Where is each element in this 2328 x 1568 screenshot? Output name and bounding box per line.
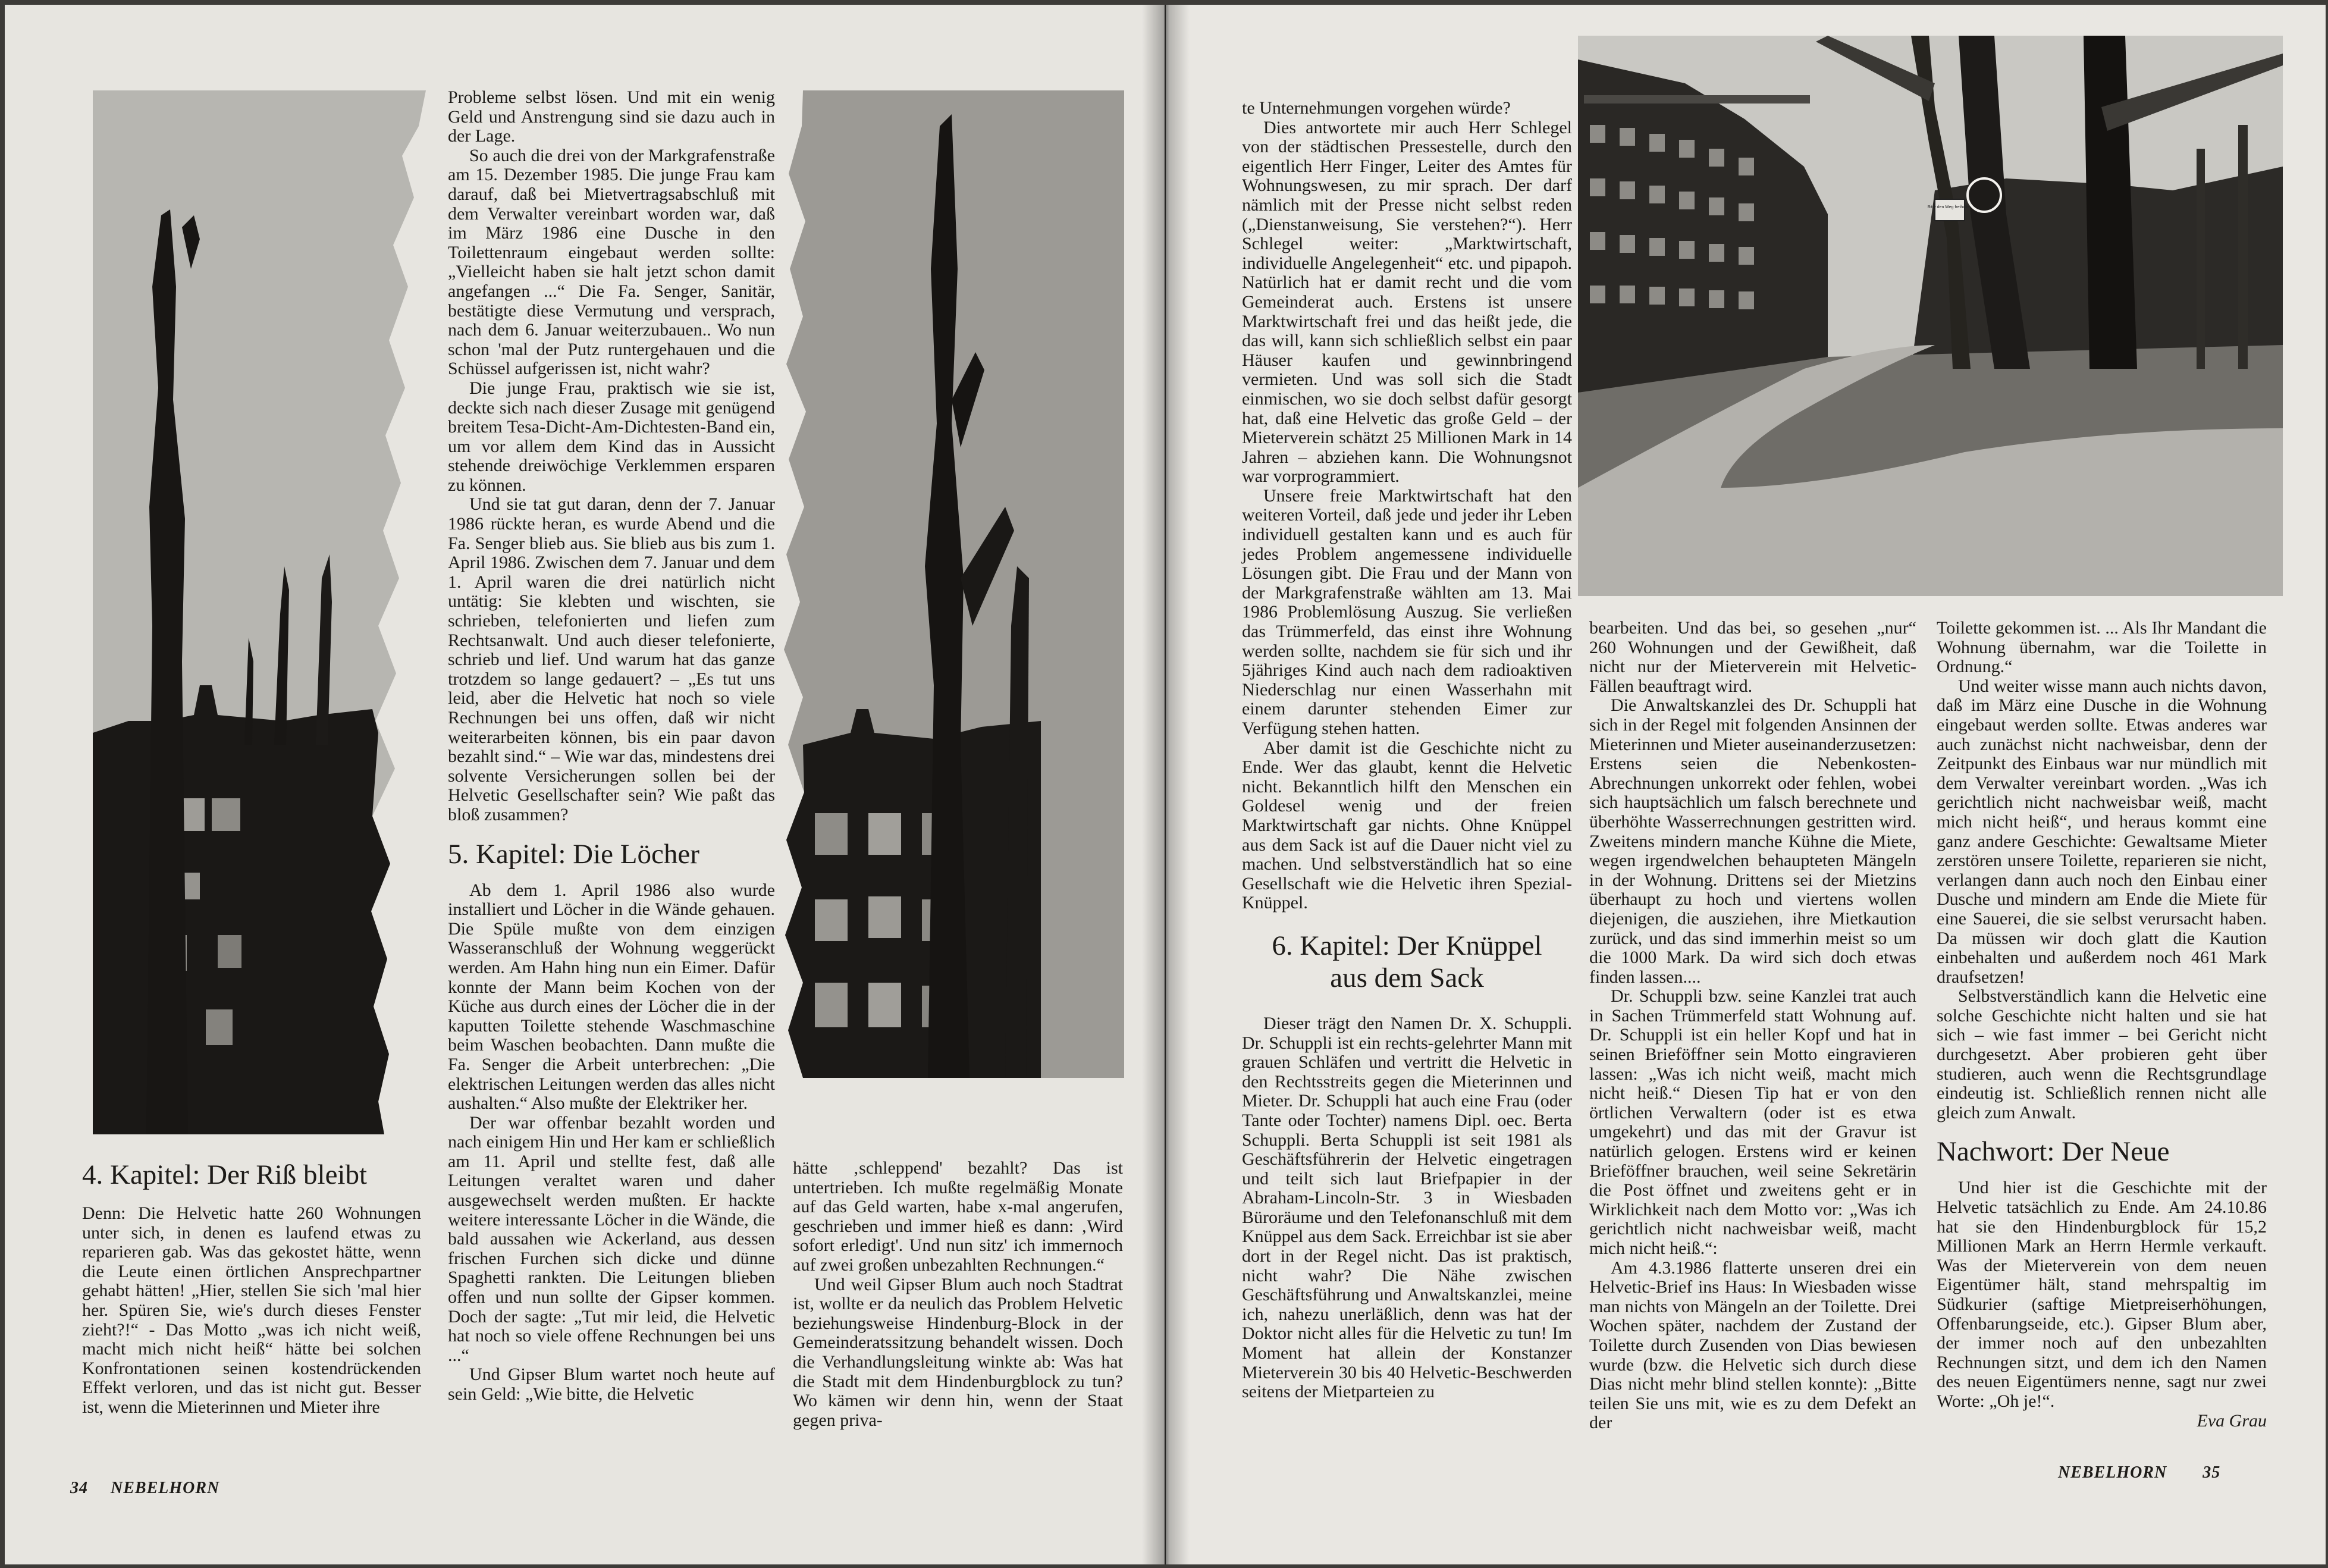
paragraph: Dr. Schuppli bzw. seine Kanzlei trat auch in Sachen Trümmerfeld statt Wohnung auf. Dr. Schuppli ist ein heller Kopf und hat in seinen Brieföffner sein Motto eingravieren lassen: „Was ich nicht weiß, macht mich nicht heiß.“ Diesen Tip hat er von den örtlichen Verwaltern (oder ist es etwa umgekehrt) und das mit der Gravur ist natürlich gelogen. Erstens wird er keinen Brieföffner brauchen, weil seine Sekretärin die Post öffnet und zweitens geht er in Wirklichkeit nach dem Motto vor: „Was ich gerichtlich nicht nachweisbar weiß, macht mich nicht heiß.“: [1589,986,1916,1258]
chapter-5-heading: 5. Kapitel: Die Löcher [448,838,699,870]
right-col1 [1242,99,1572,1402]
sign-text: Bitte den Weg freihalten [1927,205,1972,209]
chapter-6-heading: 6. Kapitel: Der Knüppel aus dem Sack [1272,930,1542,993]
paragraph: Und weil Gipser Blum auch noch Stadtrat ist, wollte er da neulich das Problem Helvetic beziehungsweise Hindenburg-Block in der Gemeinderatssitzung behandelt wissen. Doch die Verhandlungsleitung winkte ab: Was hat die Stadt mit dem Hindenburgblock zu tun? Wo kämen wir denn hin, wenn der Staat gegen priva- [793,1274,1123,1430]
paragraph: Und weiter wisse mann auch nichts davon, daß im März eine Dusche in die Wohnung eingebaut werden sollte. Etwas anderes war auch zunächst nicht nachweisbar, denn der Zeitpunkt des Einbaus war nur mündlich mit dem Verwalter vereinbart worden. „Was ich gerichtlich nicht nachweisbar weiß, macht mich nicht heiß“, und heraus kommt eine ganz andere Geschichte: Gewaltsame Mieter zerstören unsere Toilette, reparieren sie nicht, verlangen dann auch noch den Einbau einer Dusche und mindern am Ende die Miete für eine Sauerei, die sie selbst verursacht haben. Da müssen wir doch glatt die Kaution einbehalten und außerdem noch 461 Mark draufsetzen! [1937,676,2267,987]
photo-pruned-tree-block [779,90,1124,1078]
left-col2 [448,88,775,1404]
paragraph: Aber damit ist die Geschichte nicht zu Ende. Wer das glaubt, kennt die Helvetic nicht. Bekanntlich hilft den Menschen ein Goldesel wenig und der freien Marktwirtschaft gar nichts. Ohne Knüppel aus dem Sack ist auf die Dauer nicht viel zu machen. Und selbstverständlich hat so eine Gesellschaft wie die Helvetic ihren Spezial-Knüppel. [1242,738,1572,913]
left-page [5,5,1165,1564]
left-folio [70,1479,219,1498]
paragraph: Und sie tat gut daran, denn der 7. Januar 1986 rückte heran, es wurde Abend und die Fa. Senger blieb aus. Sie blieb aus bis zum 1. April 1986. Zwischen dem 7. Januar und dem 1. April waren die drei natürlich nicht untätig: Sie klebten und wischten, sie schrieben, telefonierten und liefen zum Rechtsanwalt. Und auch dieser telefonierte, schrieb und lief. Und warum hat das ganze trotzdem so lange gedauert? – „Es tut uns leid, aber die Helvetic hat noch so viele Rechnungen bei uns offen, daß wir nicht weiterarbeiten können, bis ein paar davon bezahlt sind.“ – Wie war das, mindestens drei solvente Versicherungen sollen bei der Helvetic Gesellschafter sein? Wie paßt das bloß zusammen? [448,494,775,824]
paragraph: Am 4.3.1986 flatterte unseren drei ein Helvetic-Brief ins Haus: In Wiesbaden wisse man nichts von Mängeln an der Toilette. Drei Wochen später, nachdem der Zustand der Toilette durch Zusenden von Dias bewiesen wurde (bzw. die Helvetic sich durch diese Dias nicht mehr blind stellen konnte): „Bitte teilen Sie uns mit, wie es zu dem Defekt an der [1589,1257,1916,1433]
paragraph: te Unternehmungen vorgehen würde? [1242,98,1511,118]
right-page [1166,5,2326,1564]
left-col3 [793,1159,1123,1430]
paragraph: Die junge Frau, praktisch wie sie ist, deckte sich nach dieser Zusage mit genügend breitem Tesa-Dicht-Am-Dichtesten-Band ein, um vor allem dem Kind das in Aussicht stehende dreiwöchige Verklemmen ersparen zu können. [448,378,775,495]
paragraph: Ab dem 1. April 1986 also wurde installiert und Löcher in die Wände gehauen. Die Spüle mußte von dem einzigen Wasseranschluß der Wohnung weggerückt werden. Am Hahn hing nun ein Eimer. Dafür konnte der Mann beim Kochen von der Küche aus durch eines der Löcher die in der kaputten Toilette stehende Waschmaschine beim Waschen beobachten. Dann mußte die Fa. Senger die Arbeit unterbrechen: „Die elektrischen Leitungen werden das alles nicht aushalten.“ Also mußte der Elektriker her. [448,880,775,1114]
nachwort-heading: Nachwort: Der Neue [1937,1136,2170,1168]
right-folio [2058,1463,2220,1482]
paragraph: So auch die drei von der Markgrafenstraße am 15. Dezember 1985. Die junge Frau kam darauf, daß bei Mietvertragsabschluß mit dem Verwalter vereinbart worden war, daß im März 1986 eine Dusche in den Toilettenraum eingebaut werden sollte: „Vielleicht haben sie halt jetzt schon damit angefangen ...“ Die Fa. Senger, Sanitär, bestätigte diese Vermutung und versprach, nach dem 6. Januar weiterzubauen.. Wo nun schon 'mal der Putz runtergehauen und die Schüssel aufgerissen ist, nicht wahr? [448,145,775,379]
paragraph: Unsere freie Marktwirtschaft hat den weiteren Vorteil, daß jede und jeder ihr Leben individuell gestalten kann und es auch für jedes Problem angemessene individuelle Lösungen gibt. Die Frau und der Mann von der Markgrafenstraße wählten am 13. Mai 1986 Problemlösung Auszug. Sie verließen das Trümmerfeld, das einst ihre Wohnung werden sollte, nachdem sie für sich und ihr 5jähriges Kind auch nach dem radioaktiven Niederschlag nur einen Wasserhahn mit einem darunter stehenden Eimer zur Verfügung stehen hatten. [1242,485,1572,738]
right-col2 [1589,619,1916,1433]
paragraph: bearbeiten. Und das bei, so gesehen „nur“ 260 Wohnungen und der Gewißheit, daß nicht nur der Mieterverein mit Helvetic-Fällen beauftragt wird. [1589,618,1916,696]
magazine-name: NEBELHORN [111,1479,220,1497]
paragraph: Dieser trägt den Namen Dr. X. Schuppli. Dr. Schuppli ist ein rechts-gelehrter Mann mit grauen Schläfen und vertritt die Helvetic in den Rechtsstreits gegen die Mieterinnen und Mieter. Dr. Schuppli hat auch eine Frau (oder Tante oder Tochter) namens Dipl. oec. Berta Schuppli. Berta Schuppli ist seit 1981 als Geschäftsführerin der Helvetic eingetragen und teilt sich laut Briefpapier in der Abraham-Lincoln-Str. 3 in Wiesbaden Büroräume und den Telefonanschluß mit dem Knüppel aus dem Sack. Erreichbar ist sie aber dort in der Regel nicht. Das ist praktisch, nicht wahr? Die Nähe zwischen Geschäftsführung und Anwaltskanzlei, meine ich, nahezu unerläßlich, denn was hat der Doktor nicht alles für die Helvetic zu tun! Im Moment hat allein der Konstanzer Mieterverein 30 bis 40 Helvetic-Beschwerden seitens der Mietparteien zu [1242,1013,1572,1402]
paragraph: Und Gipser Blum wartet noch heute auf sein Geld: „Wie bitte, die Helvetic [448,1365,775,1404]
paragraph: Die Anwaltskanzlei des Dr. Schuppli hat sich in der Regel mit folgenden Ansinnen der Mieterinnen und Mieter auseinanderzusetzen: Erstens seien die Nebenkosten-Abrechnungen unkorrekt oder fehlen, wobei sich hauptsächlich um falsch berechnete und überhöhte Wasserrechnungen gestritten wird. Zweitens mindern manche Kühne die Miete, wegen irgendwelchen behaupteten Mängeln in der Wohnung. Drittens sei der Mietzins überhaupt zu hoch und viertens wollen diejenigen, die ausziehen, ihre Mietkaution zurück, und das sind immerhin meist so um die 1000 Mark. Da wird sich doch etwas finden lassen.... [1589,695,1916,987]
page-number: 34 [70,1479,88,1497]
paragraph: Selbstverständlich kann die Helvetic eine solche Geschichte nicht halten und sie hat sich – wie fast immer – bei Gericht nicht durchgesetzt. Aber probieren geht über studieren, auch wenn die Rechtsgrundlage eindeutig ist. Schließlich rennen nicht alle gleich zum Anwalt. [1937,986,2267,1122]
paragraph: Und hier ist die Geschichte mit der Helvetic tatsächlich zu Ende. Am 24.10.86 hat sie den Hindenburgblock für 15,2 Millionen Mark an Herrn Hermle verkauft. Was der Mieterverein von dem neuen Eigentümer hält, stand mehrspaltig im Südkurier (saftige Mietpreiserhöhungen, Offenbarungseide, etc.). Gipser Blum aber, der immer noch auf den unbezahlten Rechnungen sitzt, und dem ich den Namen des neuen Eigentümers nenne, sagt nur zwei Worte: „Oh je!“. [1937,1178,2267,1411]
magazine-name: NEBELHORN [2058,1463,2167,1482]
author-signature: Eva Grau [2197,1410,2267,1431]
photo-pruned-trees-left [93,90,426,1134]
paragraph: Toilette gekommen ist. ... Als Ihr Mandant die Wohnung übernahm, war die Toilette in Ordnung.“ [1937,618,2267,677]
chapter-4-text: Denn: Die Helvetic hatte 260 Wohnungen unter sich, in denen es laufend etwas zu reparieren gab. Was das gekostet hätte, wenn die Leute einen örtlichen Ansprechpartner gehabt hätten! „Hier, stellen Sie sich 'mal hier her. Spüren Sie, wie's durch dieses Fenster zieht?!“ - Das Motto „was ich nicht weiß, macht mich nicht heiß“ hätte bei solchen Konfrontationen seinen kostendrückenden Effekt verloren, und das ist nicht gut. Besser ist, wenn die Mieterinnen und Mieter ihre [82,1203,421,1417]
paragraph: Der war offenbar bezahlt worden und nach einigem Hin und Her kam er schließlich am 11. April und stellte fest, daß alle Leitungen veraltet waren und daher ausgewechselt werden mußten. Er hackte weitere interessante Löcher in die Wände, die bald aussahen wie Ackerland, aus dessen frischen Furchen sich dicke und dünne Spaghetti rankten. Die Leitungen blieben offen und nun sollte der Gipser kommen. Doch der sagte: „Tut mir leid, die Helvetic hat noch so viele offene Rechnungen bei uns ...“ [448,1112,775,1365]
paragraph: Dies antwortete mir auch Herr Schlegel von der städtischen Pressestelle, durch den eigentlich Herr Finger, Leiter des Amtes für Wohnungswesen, zu mir sprach. Der darf nämlich mit der Presse nicht selbst reden („Dienstanweisung, Sie verstehen?“). Herr Schlegel weiter: „Marktwirtschaft, individuelle Angelegenheit“ etc. und pipapoh. Natürlich hat er damit recht und die vom Gemeinderat auch. Erstens ist unsere Marktwirtschaft frei und das heißt jede, die das will, kann sich schließlich selbst ein paar Häuser kaufen und gewinnbringend vermieten. Und was soll sich die Stadt einmischen, wo sie doch selbst dafür gesorgt hat, daß eine Helvetic das große Geld – der Mieterverein schätzt 25 Millionen Mark in 14 Jahren – abziehen kann. Die Wohnungsnot war vorprogrammiert. [1242,117,1572,487]
left-col1 [82,1159,421,1418]
paragraph: Probleme selbst lösen. Und mit ein wenig Geld und Anstrengung sind sie dazu auch in der Lage. [448,87,775,146]
right-col3 [1937,619,2267,1431]
paragraph: hätte ‚schleppend' bezahlt? Das ist untertrieben. Ich mußte regelmäßig Monate auf das Geld warten, habe x-mal angerufen, geschrieben und immer hieß es dann: ‚Wird sofort erledigt'. Und nun sitz' ich immernoch auf zwei großen unbezahlten Rechnungen.“ [793,1158,1123,1275]
photo-courtyard-path [1578,36,2283,596]
page-number: 35 [2202,1463,2221,1482]
chapter-4-heading: 4. Kapitel: Der Riß bleibt [82,1159,368,1190]
